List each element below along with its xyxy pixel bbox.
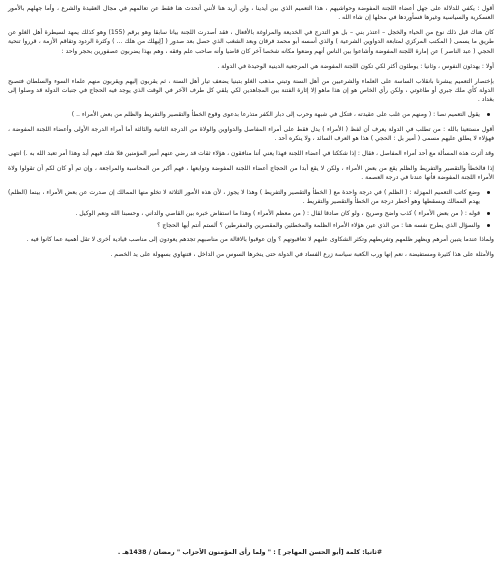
paragraph-5: أقول مستعينا بالله : من تطلب في الدولة يعرف أن لفظ ( الأمراء ) يدل فقط على أمراء المفاصل والدواوين والولاة من الدرجة الثانية والثالثة أما أمراء الدرجة الأولى وأعضاء اللجنة المفوضة ، فهؤلاء لا يطلق عليهم مسمى ( أمير بل : الحجي ) هذا هو العرف السائد ، ولا ينكره أحد . [8, 125, 494, 143]
bullet-item: والسؤال الذي يطرح نفسه هنا : من الذي عين هؤلاء الأمراء الظلمة والمخطئين والمقصرين والمفرطين ؟ ألستم أنتم أيها الحجاج ؟ [8, 221, 480, 230]
paragraph-2: كان هناك قبل ذلك نوع من الحياء والخجل – اعتذر بني – بل هو التدرج في الخديعة والمراوغة بالأفعال ، فقد أصدرت اللجنة بيانا سابقا وهو برقم (155) وهو كذلك يمهد لسيطرة أهل الغلو عن طريق ما يسمى ( المكتب المركزي لمتابعة الدواوين الشرعية ) والذي أسسه أبو محمد فرقان وبعد الشغب الذي حصل بعد صدور ( [لِيهلك من هلك ... ) وكثرة الردود وتفاقم الأزمة ، قرروا تنحية الحجي ( عبد الناصر ) عن إمارة اللجنة المفوضة وأشاعوا بين الناس أنهم وضعوا مكانه شخصا آخر كان قاضيا وأنه صاحب علم وفقه ، وهم بهذا يضربون عصفورين بحجر واحد : [8, 29, 494, 55]
paragraph-9: والأمثلة على هذا كثيرة ومستفيضة ، نعم إنها ورب الكعبة سياسة زرع الفساد في الدولة حتى ينخرها السوس من الداخل ، فتنهاوي بسهولة على يد الخصم . [110, 251, 494, 259]
paragraph-8: ولماذا عندما يتبين أمرهم ويظهر ظلمهم وتفريطهم وتكثر الشكاوى عليهم لا تعاقبونهم ؟ وإن عوقبوا بالاقالة من مناصبهم تجدهم يعودون إلى مناصب قيادية أخرى لا تقل أهمية عما كانوا فيه . [26, 236, 494, 244]
paragraph-7: إذا فالخطأ والتقصير والتفريط والظلم يقع من بعض الأمراء ، ولكن لا يقع أبدا من الحجاج أعضاء اللجنة المفوضة وتوابعها ، فهم أكبر من المحاسبة والمراجعة ، وإن تم أو كان لكم أن تقولوا ولاة الأمراء اللجنة المفوضة فأنها عندنا في درجة العصمة . [8, 165, 494, 182]
bullet-list-1 [8, 110, 494, 119]
paragraph-4: بإختصار التعميم يبشرنا بانقلاب الساسة على العلماء والشرعيين من أهل السنة وتبني مذهب الغلو بتبنيا يضعف تيار أهل السنة ، ثم يقربون إليهم ويقربون منهم علماء السوء والسلطان فتصبح الدولة كأي ملك جبري أو طاغوتي ، ولكن رأي الخاص هو إن هذا ماهو إلا إثارة الفتنة بين المجاهدين لكي يلقي كل طرف الآخر في الوقت الذي يوجد فيه الحجاج في جنبات الدولة قد وصلوا إلى بغداد . [8, 77, 494, 104]
bullet-item: قوله : ( من بعض الأمراء ) كذب واضح وصريح ، ولو كان صادقا لقال : ( من معظم الأمراء ) وهذا ما استفاض خبره بين القاصي والداني ، وحسبنا الله ونعم الوكيل . [8, 209, 480, 218]
bullet-item: يقول التعميم نصا : ( ومنهم من غلب على عقيدته ، فتكل في شبهة وحرب إلى دبار الكفر متذرعا بدعوى وقوع الخطأ والتقصير والتفريط والظلم من بعض الأمراء .. ) [8, 110, 480, 119]
footer-citation: #ثانيا: كلمة [أبو الحسن المهاجر ] : " ولما رأى المؤمنون الأحزاب " رمضان / 1438هـ . [117, 549, 383, 556]
paragraph-3: أولا : يهدئون النفوس ، وثانيا : يوطئون أكثر لكي تكون اللجنة المفوضة هي المرجعية الدينية الوحيدة في الدولة . [217, 62, 494, 70]
paragraph-6: وقد أثرت هذه المسألة مع أحد أمراء المفاصل ، فقال : إذا شككنا في أعضاء اللجنة فهذا يعني أننا منافقون ، هؤلاء ثقات قد رضي عنهم أمير المؤمنين فلا شك فيهم أبد وهذا أمر تعبد الله به .) انتهى [8, 150, 494, 158]
paragraph-1: أقول : يكفي للدلالة على جهل أعضاء اللجنة المفوضة وحواشيهم ، هذا التعميم الذي بين أيدينا ، ولن أريد هنا لأنني أتحدث هنا فقط عن تعالمهم في مجال العقيدة والشرع ، وأما جهلهم بالأمور العسكرية والسياسية وغيرها فسأوردها في محلها إن شاء الله . [8, 5, 494, 22]
bullet-list-2 [8, 188, 494, 230]
bullet-item: وضع كاتب التعميم المهزلة : ( الظلم ) في درجة واحدة مع ( الخطأ والتقصير والتفريط ) وهذا لا يجوز ، لأن هذه الأمور الثلاثة لا تخلو منها الممالك إن صدرت عن بعض الأمراء ، بينما (الظلم) يهدم الممالك وبسقطها وهو أخطر درجة من الخطأ والتقصير والتفريط . [8, 189, 480, 206]
